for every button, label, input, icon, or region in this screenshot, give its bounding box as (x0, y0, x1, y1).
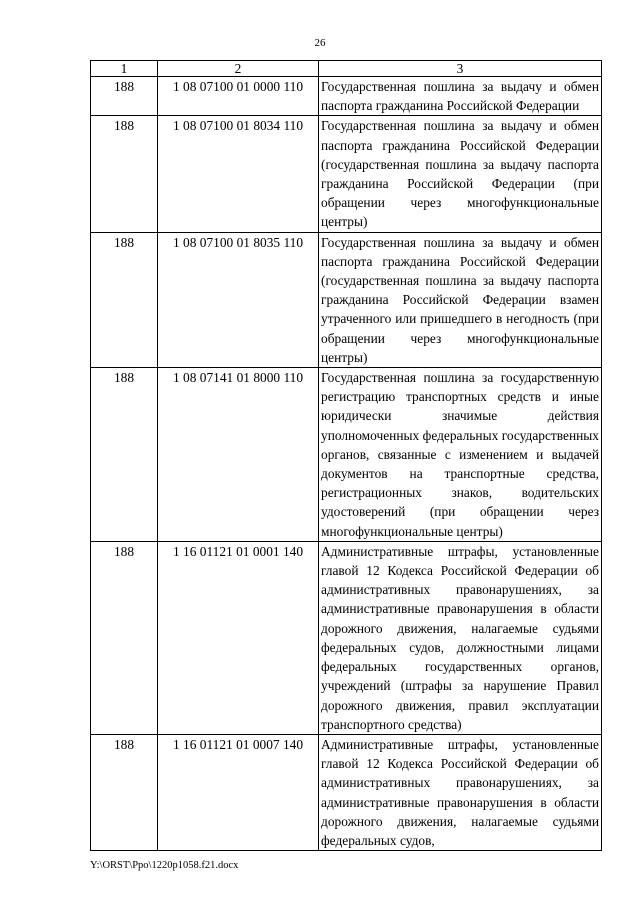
admin-code-cell: 188 (91, 77, 158, 116)
table-row (91, 734, 602, 850)
admin-code-cell: 188 (91, 116, 158, 232)
admin-code-cell: 188 (91, 541, 158, 734)
admin-code-cell: 188 (91, 368, 158, 542)
footer-file-path: Y:\ORST\Ppo\1220p1058.f21.docx (90, 860, 239, 871)
header-col-3: 3 (319, 61, 602, 77)
description-cell: Государственная пошлина за выдачу и обмен паспорта гражданина Российской Федерации (государственная пошлина за выдачу паспорта гражданина Российской Федерации взамен утраченного или пришедшего в негодность (при обращении через многофункциональные центры) (319, 232, 602, 367)
table-header-row (91, 61, 602, 77)
description-cell: Административные штрафы, установленные главой 12 Кодекса Российской Федерации об административных правонарушениях, за административные правонарушения в области дорожного движения, налагаемые судьями федеральных судов, (319, 734, 602, 850)
table-row (91, 77, 602, 116)
revenue-codes-table (90, 60, 602, 851)
header-col-2: 2 (158, 61, 319, 77)
description-cell: Государственная пошлина за выдачу и обмен паспорта гражданина Российской Федерации (319, 77, 602, 116)
description-cell: Государственная пошлина за выдачу и обмен паспорта гражданина Российской Федерации (государственная пошлина за выдачу паспорта гражданина Российской Федерации (при обращении через многофункциональные центры) (319, 116, 602, 232)
admin-code-cell: 188 (91, 734, 158, 850)
kbk-code-cell: 1 08 07141 01 8000 110 (158, 368, 319, 542)
page-number: 26 (314, 37, 326, 49)
kbk-code-cell: 1 16 01121 01 0007 140 (158, 734, 319, 850)
header-col-1: 1 (91, 61, 158, 77)
description-cell: Государственная пошлина за государственную регистрацию транспортных средств и иные юридически значимые действия уполномоченных федеральных государственных органов, связанные с изменением и выдачей документов на транспортные средства, регистрационных знаков, водительских удостоверений (при обращении через многофункциональные центры) (319, 368, 602, 542)
admin-code-cell: 188 (91, 232, 158, 367)
kbk-code-cell: 1 08 07100 01 8034 110 (158, 116, 319, 232)
table-row (91, 368, 602, 542)
table-row (91, 541, 602, 734)
table-row (91, 232, 602, 367)
description-cell: Административные штрафы, установленные главой 12 Кодекса Российской Федерации об административных правонарушениях, за административные правонарушения в области дорожного движения, налагаемые судьями федеральных судов, должностными лицами федеральных государственных органов, учреждений (штрафы за нарушение Правил дорожного движения, правил эксплуатации транспортного средства) (319, 541, 602, 734)
kbk-code-cell: 1 08 07100 01 8035 110 (158, 232, 319, 367)
kbk-code-cell: 1 08 07100 01 0000 110 (158, 77, 319, 116)
table-row (91, 116, 602, 232)
kbk-code-cell: 1 16 01121 01 0001 140 (158, 541, 319, 734)
